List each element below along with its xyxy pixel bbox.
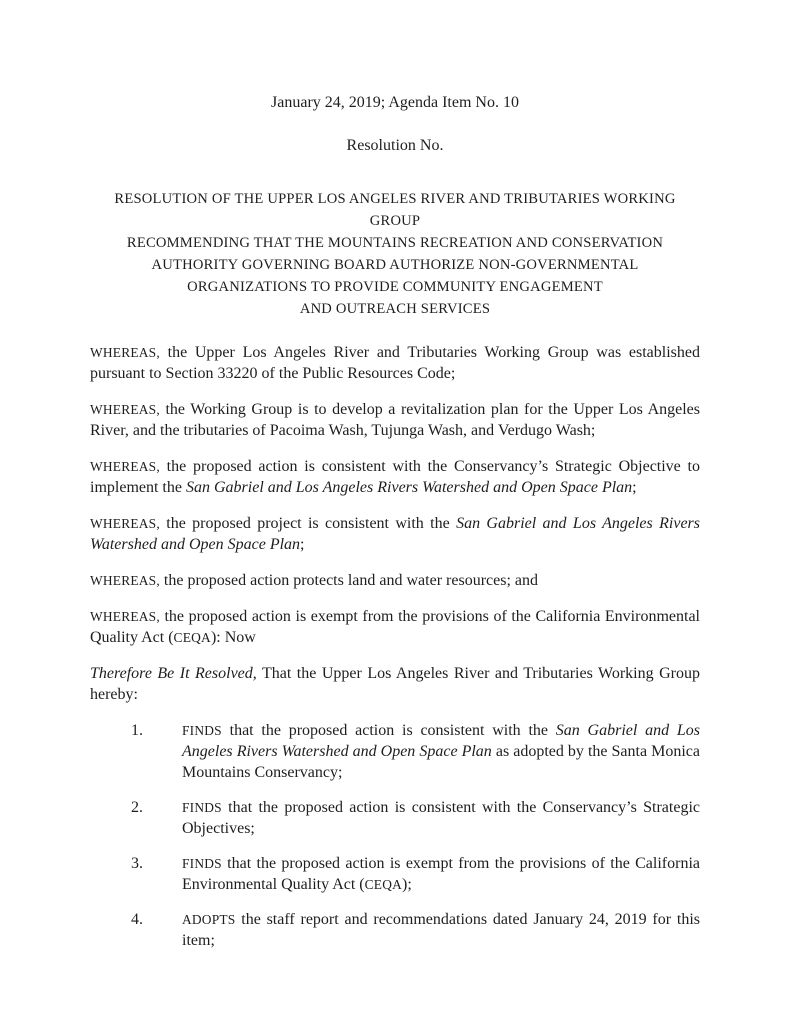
finding-verb: FINDS	[182, 856, 222, 871]
resolution-title-line: ORGANIZATIONS TO PROVIDE COMMUNITY ENGAGEMENT	[187, 279, 603, 295]
finding-text	[182, 909, 700, 951]
agenda-item-line: January 24, 2019; Agenda Item No. 10	[271, 94, 519, 111]
finding-text	[182, 853, 700, 895]
clause-text: the proposed project is consistent with the	[159, 515, 457, 532]
whereas-lead: WHEREAS,	[90, 609, 160, 624]
clause-text: the proposed action is consistent with the Conservancy’s Strategic Objective to implement the	[90, 458, 700, 496]
resolution-title-line: RESOLUTION OF THE UPPER LOS ANGELES RIVER AND TRIBUTARIES WORKING GROUP	[114, 191, 676, 229]
whereas-clause	[90, 342, 700, 384]
finding-number: 4.	[131, 911, 143, 928]
whereas-clause	[90, 399, 700, 441]
ceqa-abbrev: CEQA	[364, 877, 403, 892]
clause-text: the Working Group is to develop a revitalization plan for the Upper Los Angeles River, and the tributaries of Pacoima Wash, Tujunga Wash, and Verdugo Wash;	[90, 401, 700, 439]
clause-text: the proposed action is exempt from the provisions of the California Environmental Quality Act (	[90, 608, 700, 646]
finding-number: 1.	[131, 722, 143, 739]
plan-title-italic: San Gabriel and Los Angeles Rivers Watershed and Open Space Plan	[185, 479, 633, 496]
finding-item	[131, 909, 700, 951]
finding-item	[131, 797, 700, 839]
plan-title-italic: San Gabriel and Los Angeles Rivers Watershed and Open Space Plan	[182, 722, 700, 760]
clause-text: the staff report and recommendations dated January 24, 2019 for this item;	[182, 911, 700, 949]
resolution-title-line: RECOMMENDING THAT THE MOUNTAINS RECREATION AND CONSERVATION	[126, 235, 664, 251]
clause-text: that the proposed action is consistent with the Conservancy’s Strategic Objectives;	[182, 799, 700, 837]
clause-text: the proposed action protects land and water resources; and	[159, 572, 538, 589]
finding-verb: FINDS	[182, 800, 222, 815]
finding-verb: FINDS	[182, 723, 222, 738]
whereas-lead: WHEREAS,	[90, 573, 160, 588]
ceqa-abbrev: CEQA	[173, 630, 211, 645]
finding-item	[131, 853, 700, 895]
whereas-lead: WHEREAS,	[90, 516, 160, 531]
resolution-title-line: AUTHORITY GOVERNING BOARD AUTHORIZE NON-GOVERNMENTAL	[151, 257, 639, 273]
whereas-clause	[90, 513, 700, 555]
whereas-clause	[90, 606, 700, 648]
finding-text	[182, 797, 700, 839]
resolution-number-line: Resolution No.	[346, 137, 444, 154]
finding-item	[131, 720, 700, 783]
clause-text: That the Upper Los Angeles River and Tributaries Working Group hereby:	[90, 665, 701, 703]
clause-text: );	[402, 876, 412, 893]
resolved-lead-italic: Therefore Be It Resolved,	[90, 665, 257, 682]
resolved-clause	[90, 663, 700, 705]
clause-text: that the proposed action is consistent with the	[221, 722, 556, 739]
finding-number: 3.	[131, 855, 143, 872]
resolution-title	[90, 188, 700, 320]
plan-title-italic: San Gabriel and Los Angeles Rivers Watershed and Open Space Plan	[90, 515, 700, 553]
clause-text: ): Now	[210, 629, 256, 646]
whereas-clause	[90, 456, 700, 498]
clause-text: ;	[300, 536, 305, 553]
clause-text: ;	[632, 479, 637, 496]
whereas-clause	[90, 570, 700, 591]
whereas-lead: WHEREAS,	[90, 402, 160, 417]
clause-text: the Upper Los Angeles River and Tributaries Working Group was established pursuant to Section 33220 of the Public Resources Code;	[90, 344, 700, 382]
resolution-title-line: AND OUTREACH SERVICES	[299, 301, 491, 317]
clause-text: that the proposed action is exempt from the provisions of the California Environmental Quality Act (	[182, 855, 700, 893]
whereas-lead: WHEREAS,	[90, 459, 160, 474]
findings-list	[90, 720, 700, 951]
finding-text	[182, 720, 700, 783]
finding-number: 2.	[131, 799, 143, 816]
whereas-lead: WHEREAS,	[90, 345, 160, 360]
finding-verb: ADOPTS	[182, 912, 236, 927]
clause-text: as adopted by the Santa Monica Mountains Conservancy;	[182, 743, 701, 781]
